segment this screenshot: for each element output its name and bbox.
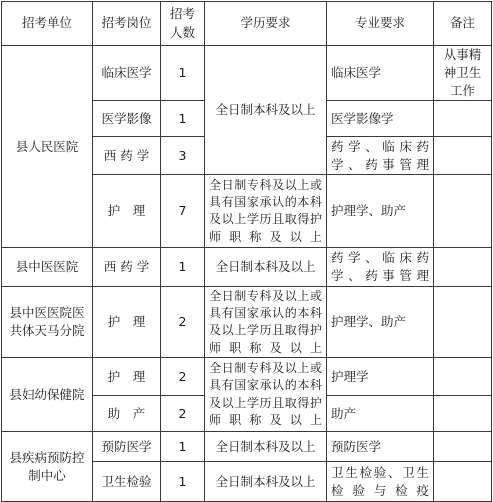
- unit-cell: 县中医医院医共体天马分院: [2, 287, 93, 358]
- post-cell: 助 产: [93, 396, 161, 432]
- unit-cell: 县人民医院: [2, 46, 93, 248]
- unit-cell: 县疾病预防控制中心: [2, 432, 93, 502]
- table-row: [2, 248, 492, 287]
- table-row: [2, 432, 492, 462]
- note-cell: 从事精神卫生工作: [434, 46, 492, 101]
- header-major: 专业要求: [327, 2, 434, 46]
- header-count: 招考人数: [161, 2, 205, 46]
- post-cell: 医学影像: [93, 101, 161, 137]
- count-cell: 7: [161, 175, 205, 248]
- header-note: 备注: [434, 2, 492, 46]
- count-cell: 1: [161, 248, 205, 287]
- count-cell: 3: [161, 137, 205, 175]
- table-row: [2, 358, 492, 396]
- major-cell: 医学影像学: [327, 101, 434, 137]
- education-cell: 全日制专科及以上或具有国家承认的本科及以上学历且取得护师职称及以上: [205, 287, 327, 358]
- note-cell: [434, 175, 492, 248]
- post-cell: 护 理: [93, 358, 161, 396]
- post-cell: 预防医学: [93, 432, 161, 462]
- major-cell: 药学、临床药学、药事管理: [327, 137, 434, 175]
- note-cell: [434, 396, 492, 432]
- table-row: [2, 287, 492, 358]
- note-cell: [434, 432, 492, 462]
- education-cell: 全日制本科及以上: [205, 432, 327, 462]
- post-cell: 西 药 学: [93, 137, 161, 175]
- count-cell: 1: [161, 432, 205, 462]
- note-cell: [434, 287, 492, 358]
- post-cell: 临床医学: [93, 46, 161, 101]
- count-cell: 2: [161, 396, 205, 432]
- note-cell: [434, 137, 492, 175]
- header-education: 学历要求: [205, 2, 327, 46]
- post-cell: 卫生检验: [93, 462, 161, 502]
- table-header-row: [2, 2, 492, 46]
- note-cell: [434, 101, 492, 137]
- note-cell: [434, 462, 492, 502]
- post-cell: 护 理: [93, 287, 161, 358]
- education-cell: 全日制专科及以上或具有国家承认的本科及以上学历且取得护师职称及以上: [205, 175, 327, 248]
- header-unit: 招考单位: [2, 2, 93, 46]
- table-row: [2, 46, 492, 101]
- recruitment-table: [1, 1, 492, 502]
- header-post: 招考岗位: [93, 2, 161, 46]
- unit-cell: 县妇幼保健院: [2, 358, 93, 432]
- major-cell: 药学、临床药学、药事管理: [327, 248, 434, 287]
- major-cell: 护理学、助产: [327, 287, 434, 358]
- major-cell: 卫生检验、卫生检验与检疫: [327, 462, 434, 502]
- major-cell: 助产: [327, 396, 434, 432]
- post-cell: 西 药 学: [93, 248, 161, 287]
- count-cell: 1: [161, 46, 205, 101]
- count-cell: 1: [161, 101, 205, 137]
- count-cell: 1: [161, 462, 205, 502]
- count-cell: 2: [161, 358, 205, 396]
- education-cell: 全日制本科及以上: [205, 46, 327, 175]
- education-cell: 全日制专科及以上或具有国家承认的本科及以上学历且取得护师职称及以上: [205, 358, 327, 432]
- count-cell: 2: [161, 287, 205, 358]
- education-cell: 全日制本科及以上: [205, 462, 327, 502]
- major-cell: 护理学、助产: [327, 175, 434, 248]
- note-cell: [434, 358, 492, 396]
- unit-cell: 县中医医院: [2, 248, 93, 287]
- note-cell: [434, 248, 492, 287]
- major-cell: 临床医学: [327, 46, 434, 101]
- post-cell: 护 理: [93, 175, 161, 248]
- major-cell: 护理学: [327, 358, 434, 396]
- education-cell: 全日制本科及以上: [205, 248, 327, 287]
- major-cell: 预防医学: [327, 432, 434, 462]
